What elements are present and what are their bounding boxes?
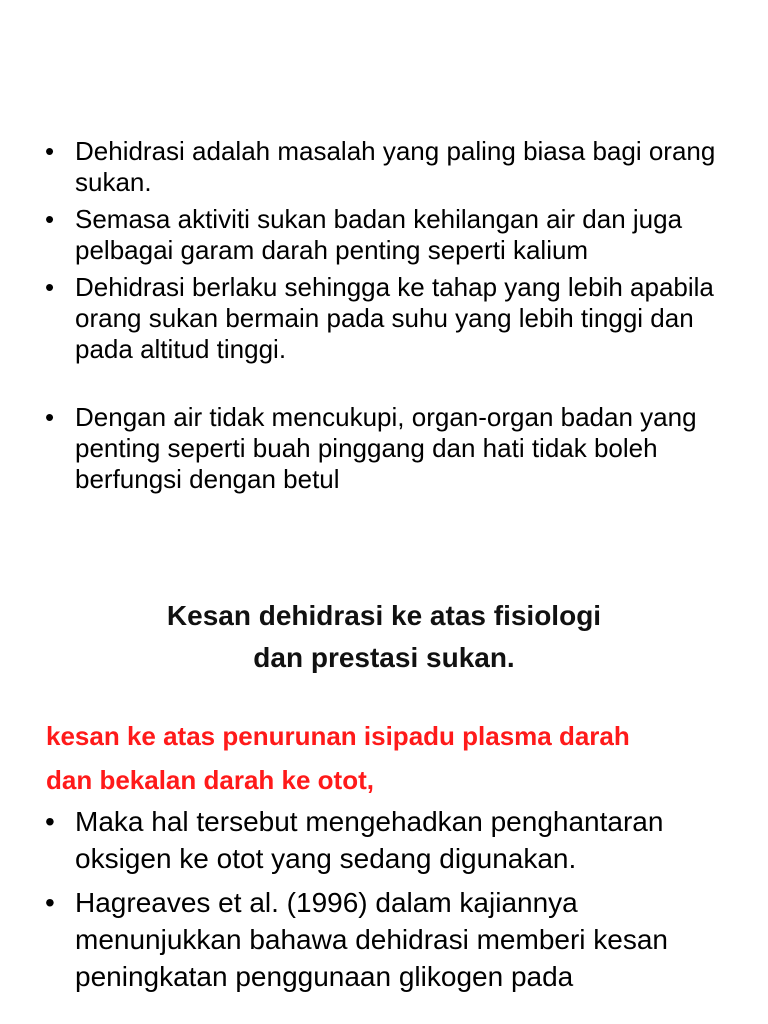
subheading-line-2: dan bekalan darah ke otot, [46,765,374,795]
bullet-icon: • [45,402,55,432]
bullet-icon: • [45,204,55,234]
bullet-text: Maka hal tersebut mengehadkan penghantaran oksigen ke otot yang sedang digunakan. [75,806,664,874]
bullet-icon: • [45,887,55,918]
bullet-text: Dehidrasi adalah masalah yang paling biasa bagi orang sukan. [75,136,716,197]
list-item [45,803,735,877]
subheading-line-1: kesan ke atas penurunan isipadu plasma darah [46,721,630,751]
list-item [45,884,735,995]
heading-line-2: dan prestasi sukan. [253,642,515,673]
bullet-icon: • [45,136,55,166]
top-bullet-list [45,136,735,501]
list-item [45,136,735,198]
bottom-bullet-list [45,803,735,1002]
heading-line-1: Kesan dehidrasi ke atas fisiologi [166,600,602,631]
bullet-text: Dengan air tidak mencukupi, organ-organ badan yang penting seperti buah pinggang dan hati tidak boleh berfungsi dengan betul [75,402,697,494]
list-item [45,272,735,365]
bullet-icon: • [45,272,55,302]
bullet-icon: • [45,806,55,837]
list-item [45,204,735,266]
bullet-text: Semasa aktiviti sukan badan kehilangan air dan juga pelbagai garam darah penting seperti kalium [75,204,683,265]
red-subheading [46,714,736,802]
bullet-text: Hagreaves et al. (1996) dalam kajiannya menunjukkan bahawa dehidrasi memberi kesan peningkatan penggunaan glikogen pada [75,887,669,992]
section-heading [0,595,768,679]
bullet-text: Dehidrasi berlaku sehingga ke tahap yang lebih apabila orang sukan bermain pada suhu yang lebih tinggi dan pada altitud tinggi. [75,272,714,364]
list-item [45,402,735,495]
